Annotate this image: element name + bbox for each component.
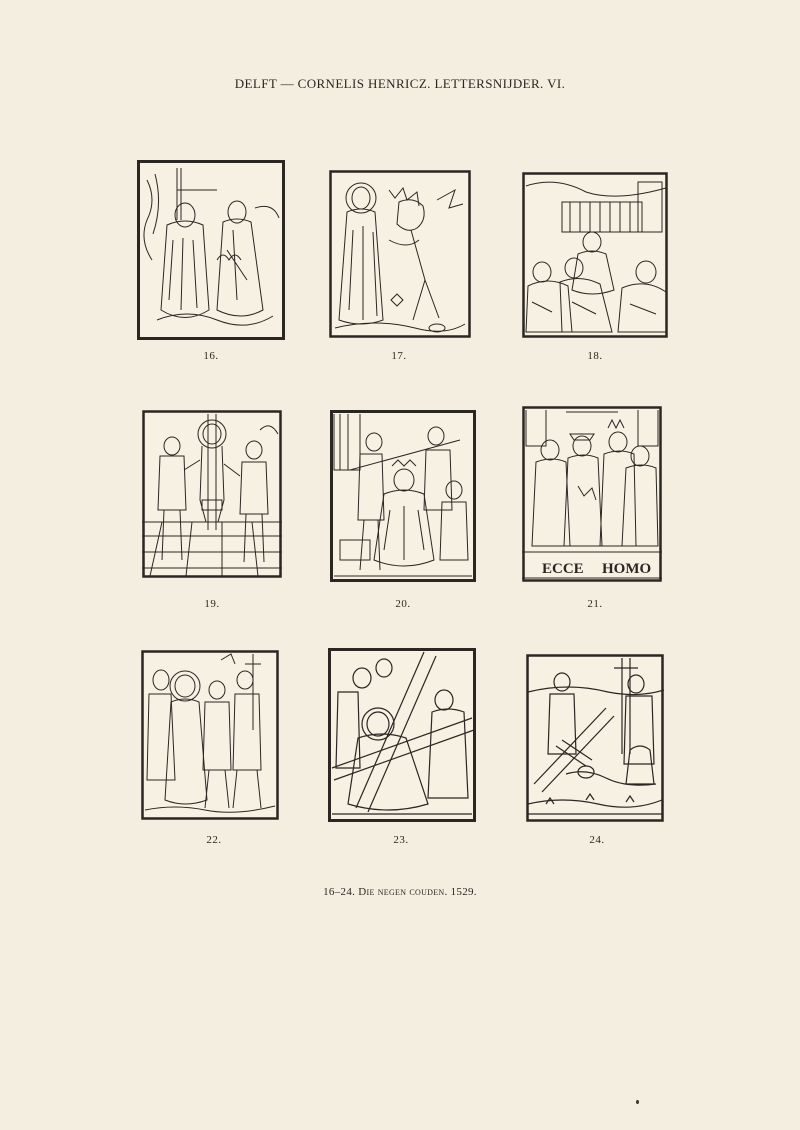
plate-number-23: 23. (393, 834, 409, 846)
inscription-homo: HOMO (602, 561, 652, 577)
woodcut-plate-17 (329, 170, 471, 338)
plate-number-22: 22. (206, 834, 222, 846)
plate-caption (0, 886, 800, 898)
caption-year: 1529. (450, 886, 477, 898)
woodcut-plate-16 (137, 160, 285, 340)
woodcut-plate-20 (330, 410, 476, 582)
plate-number-19: 19. (204, 598, 220, 610)
caption-title: Die negen couden. (358, 886, 448, 898)
woodcut-plate-22 (141, 650, 279, 820)
woodcut-plate-24 (526, 654, 664, 822)
woodcut-plate-23 (328, 648, 476, 822)
paper-speck (636, 1100, 639, 1104)
woodcut-plate-18 (522, 172, 668, 338)
running-head: DELFT — CORNELIS HENRICZ. LETTERSNIJDER. VI. (234, 76, 566, 91)
plate-number-24: 24. (589, 834, 605, 846)
caption-range: 16–24. (323, 886, 356, 898)
plate-number-18: 18. (587, 350, 603, 362)
inscription-ecce: ECCE (542, 561, 584, 577)
plate-number-16: 16. (203, 350, 219, 362)
plate-number-20: 20. (395, 598, 411, 610)
plate-number-17: 17. (391, 350, 407, 362)
woodcut-plate-19 (142, 410, 282, 578)
woodcut-plate-21 (522, 406, 662, 582)
plate-number-21: 21. (587, 598, 603, 610)
